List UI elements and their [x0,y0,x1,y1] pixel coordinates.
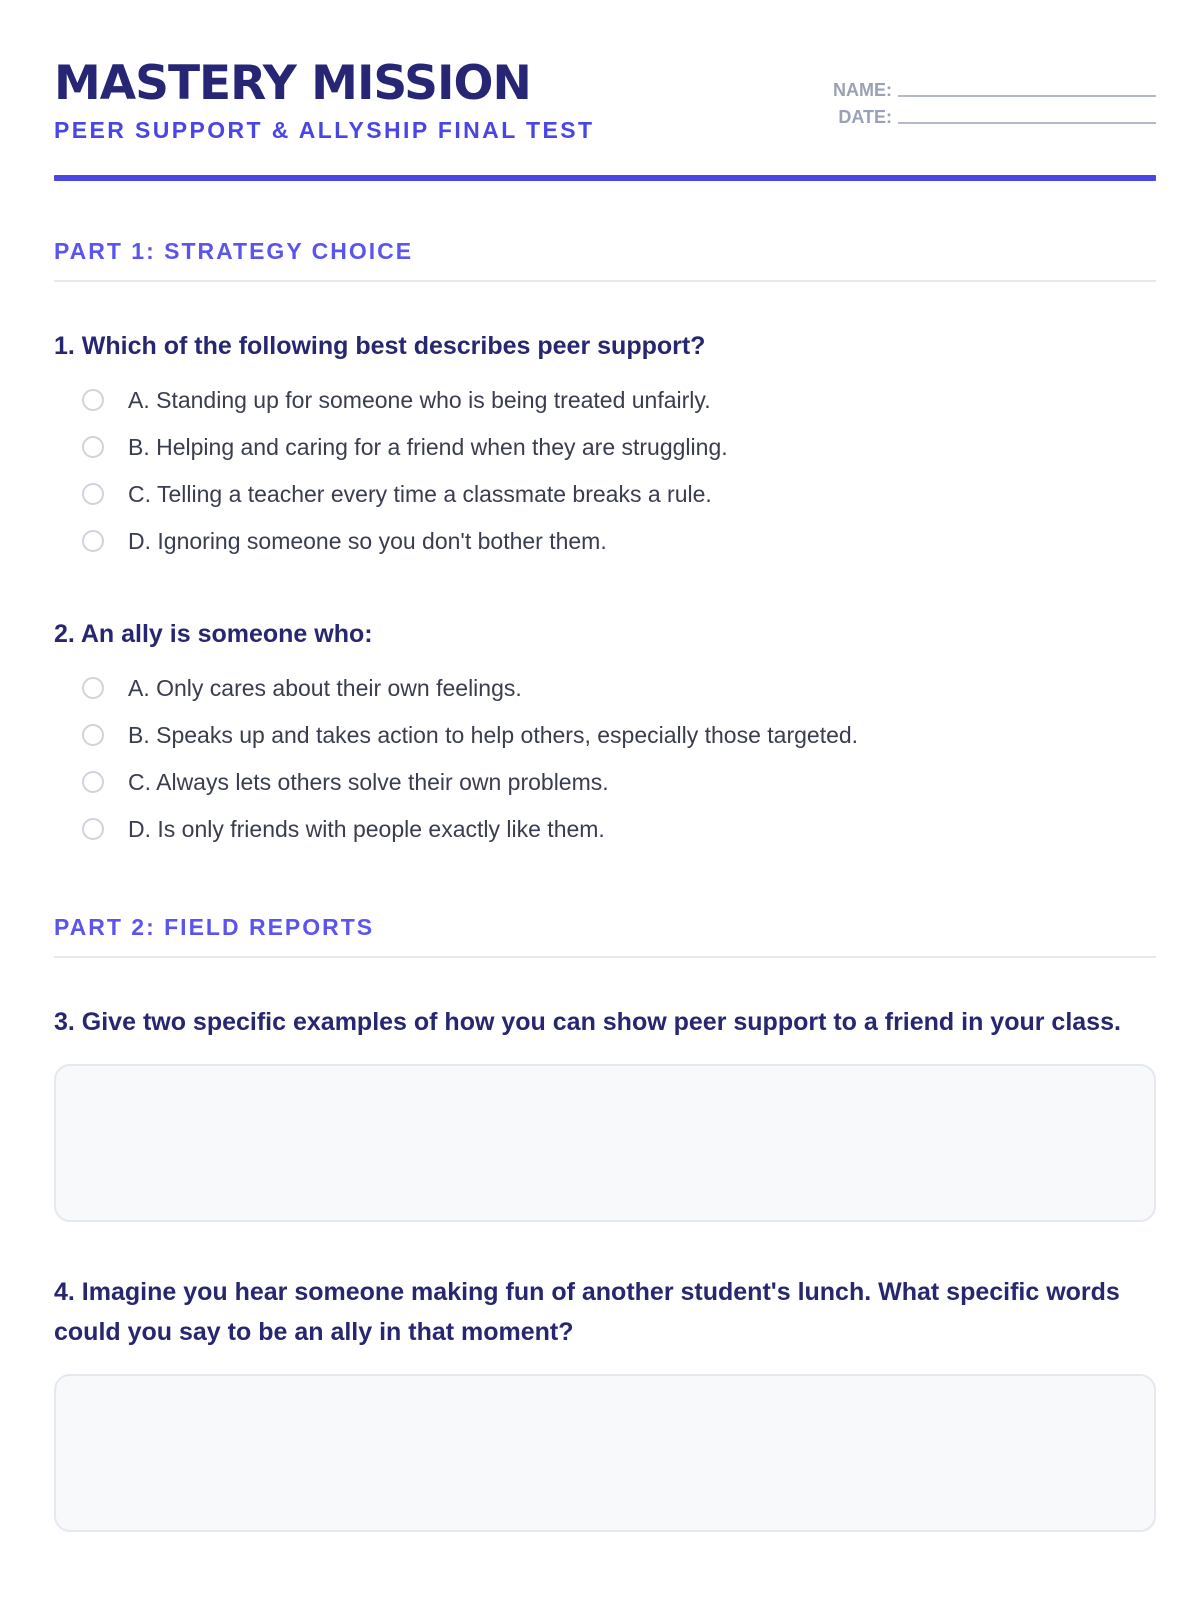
question-2-prompt: 2. An ally is someone who: [54,620,373,648]
question-4-answer-box[interactable] [54,1374,1156,1532]
part-2-heading: PART 2: FIELD REPORTS [54,912,1156,958]
radio-button[interactable] [82,389,104,411]
option-label: A. Standing up for someone who is being treated unfairly. [128,386,711,413]
option-1d[interactable] [82,517,1156,564]
question-4-prompt: 4. Imagine you hear someone making fun of another student's lunch. What specific words could you say to be an ally in that moment? [54,1278,1120,1346]
question-2-options [54,664,1156,852]
question-3 [54,1002,1156,1222]
radio-button[interactable] [82,818,104,840]
option-label: B. Speaks up and takes action to help others, especially those targeted. [128,721,859,748]
student-info [816,74,1156,128]
question-2 [54,614,1156,852]
radio-button[interactable] [82,677,104,699]
option-2a[interactable] [82,664,1156,711]
option-label: D. Is only friends with people exactly like them. [128,815,605,842]
option-label: B. Helping and caring for a friend when they are struggling. [128,433,728,460]
option-1c[interactable] [82,470,1156,517]
question-1 [54,326,1156,564]
radio-button[interactable] [82,483,104,505]
radio-button[interactable] [82,724,104,746]
name-row [816,74,1156,101]
option-label: A. Only cares about their own feelings. [128,674,522,701]
question-3-prompt: 3. Give two specific examples of how you can show peer support to a friend in your class. [54,1008,1121,1036]
worksheet-header [54,0,1156,184]
radio-button[interactable] [82,530,104,552]
option-label: D. Ignoring someone so you don't bother them. [128,527,607,554]
worksheet-title: MASTERY MISSION [54,56,531,111]
radio-button[interactable] [82,771,104,793]
date-field[interactable] [898,121,1156,124]
option-2d[interactable] [82,805,1156,852]
question-3-answer-box[interactable] [54,1064,1156,1222]
question-1-prompt: 1. Which of the following best describes peer support? [54,332,706,360]
part-1-heading: PART 1: STRATEGY CHOICE [54,236,1156,282]
option-label: C. Telling a teacher every time a classmate breaks a rule. [128,480,712,507]
question-4 [54,1272,1156,1532]
option-1b[interactable] [82,423,1156,470]
question-1-options [54,376,1156,564]
option-2b[interactable] [82,711,1156,758]
name-field[interactable] [898,94,1156,97]
worksheet-page [54,0,1156,1532]
header-divider [54,175,1156,181]
option-2c[interactable] [82,758,1156,805]
date-label: DATE: [838,107,892,127]
worksheet-subtitle: PEER SUPPORT & ALLYSHIP FINAL TEST [54,117,595,143]
date-row [816,101,1156,128]
option-label: C. Always lets others solve their own problems. [128,768,609,795]
radio-button[interactable] [82,436,104,458]
name-label: NAME: [833,80,892,100]
option-1a[interactable] [82,376,1156,423]
